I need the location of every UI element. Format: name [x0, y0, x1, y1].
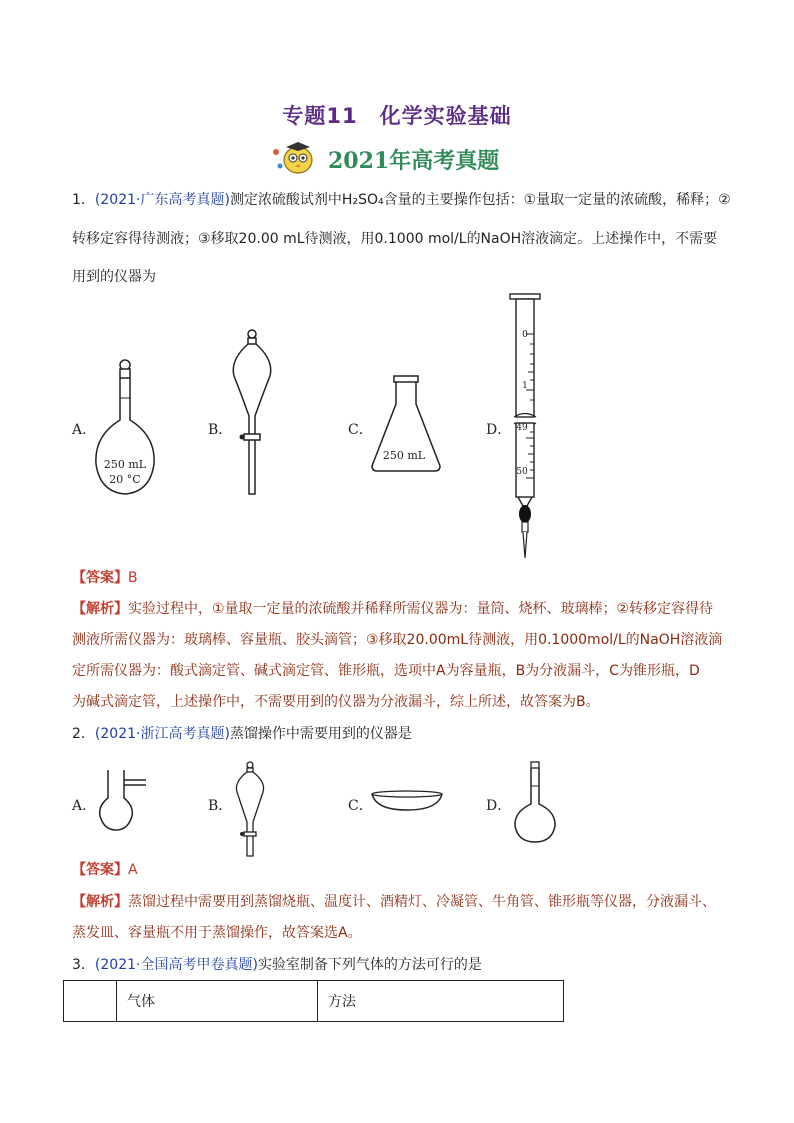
q1-analysis-text-4: 为碱式滴定管，上述操作中，不需要用到的仪器为分液漏斗，综上所述，故答案为B。 [72, 694, 600, 710]
page-subtitle: 2021年高考真题 [328, 148, 500, 174]
flask-volume-label: 250 mL [103, 458, 147, 471]
q2-option-c-label: C． [348, 798, 373, 814]
q1-text-3: 用到的仪器为 [72, 269, 156, 285]
q2-option-a-label: A． [72, 798, 97, 814]
q1-analysis-1 [72, 599, 713, 619]
q1-text-2: 转移定容得待测液；③移取20.00 mL待测液，用0.1000 mol/L的NaOH溶液滴定。上述操作中，不需要 [72, 231, 718, 247]
gas-method-table [63, 980, 564, 1022]
q2-analysis-tag: 【解析】 [72, 894, 128, 910]
q1-answer-value: B [128, 570, 138, 586]
q2-analysis-1 [72, 892, 716, 912]
q1-text-1: 测定浓硫酸试剂中H₂SO₄含量的主要操作包括：①量取一定量的浓硫酸，稀释；② [229, 192, 731, 208]
q2-answer-value: A [128, 862, 138, 878]
separatory-funnel-small-icon [232, 760, 268, 860]
q2-analysis-text-1: 蒸馏过程中需要用到蒸馏烧瓶、温度计、酒精灯、冷凝管、牛角管、锥形瓶等仪器，分液漏斗、 [128, 894, 716, 910]
q3-line [72, 955, 482, 975]
q1-analysis-text-2: 测液所需仪器为：玻璃棒、容量瓶、胶头滴管；③移取20.00mL待测液，用0.1000mol/L的NaOH溶液滴 [72, 632, 723, 648]
q3-number: 3． [72, 957, 95, 973]
conical-volume-label: 250 mL [382, 449, 426, 462]
q1-source: (2021·广东高考真题) [94, 192, 230, 208]
burette-tick-1: 1 [522, 381, 528, 391]
table-header-gas: 气体 [117, 981, 318, 1022]
q1-option-a-label: A． [72, 422, 97, 438]
separatory-funnel-icon [228, 326, 276, 500]
q2-answer-tag: 【答案】 [72, 862, 128, 878]
q3-text: 实验室制备下列气体的方法可行的是 [257, 957, 482, 973]
q3-source: (2021·全国高考甲卷真题) [94, 957, 258, 973]
q1-option-b-label: B． [208, 422, 233, 438]
table-header-method: 方法 [318, 981, 564, 1022]
distilling-flask-icon [96, 768, 150, 834]
q2-source: (2021·浙江高考真题) [94, 726, 230, 742]
q1-analysis-text-3: 定所需仪器为：酸式滴定管、碱式滴定管、锥形瓶，选项中A为容量瓶，B为分液漏斗，C为锥形瓶，D [72, 663, 700, 679]
q1-analysis-tag: 【解析】 [72, 601, 128, 617]
q2-answer [72, 860, 138, 880]
table-header-row [64, 981, 564, 1022]
q1-number: 1． [72, 192, 95, 208]
q2-line [72, 724, 412, 744]
q2-text: 蒸馏操作中需要用到的仪器是 [229, 726, 412, 742]
q1-analysis-text-1: 实验过程中，①量取一定量的浓硫酸并稀释所需仪器为：量筒、烧杯、玻璃棒；②转移定容得待 [128, 601, 714, 617]
q1-option-d-label: D． [486, 422, 512, 438]
evaporating-dish-icon [368, 788, 446, 814]
q2-analysis-text-2: 蒸发皿、容量瓶不用于蒸馏操作，故答案选A。 [72, 925, 362, 941]
q2-number: 2． [72, 726, 95, 742]
owl-mascot-icon [268, 140, 324, 176]
volumetric-flask-icon [92, 358, 158, 498]
burette-tick-0: 0 [522, 330, 528, 340]
q1-answer [72, 568, 138, 588]
conical-flask-icon [368, 374, 444, 474]
flask-temp-label: 20 °C [109, 473, 141, 486]
page-title: 专题11 化学实验基础 [282, 104, 512, 128]
q2-option-b-label: B． [208, 798, 233, 814]
q1-answer-tag: 【答案】 [72, 570, 128, 586]
table-header-blank [64, 981, 117, 1022]
q1-option-c-label: C． [348, 422, 373, 438]
burette-icon [506, 292, 556, 562]
volumetric-flask-small-icon [512, 760, 558, 846]
q1-line1 [72, 190, 731, 210]
burette-tick-50: 50 [516, 467, 528, 477]
subtitle-banner [268, 140, 528, 176]
q2-option-d-label: D． [486, 798, 512, 814]
burette-tick-49: 49 [516, 423, 528, 433]
